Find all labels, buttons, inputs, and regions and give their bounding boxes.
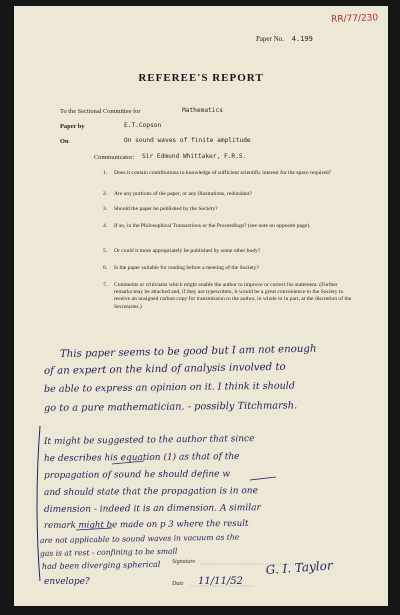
- committee-value: Mathematics: [182, 107, 223, 114]
- handwritten-line: dimension - indeed it is an dimension. A similar: [43, 503, 261, 515]
- signature-label: Signature: [172, 559, 196, 565]
- question-2: 2. Are any portions of the paper, or any illustrations, redundant?: [103, 191, 252, 197]
- question-3: 3. Should the paper be published by the Society?: [103, 206, 218, 212]
- date-label: Date: [172, 581, 184, 587]
- signed-date: 11/11/52: [198, 576, 243, 587]
- paper-by-label: Paper by: [60, 123, 85, 130]
- handwritten-line: be able to express an opinion on it. I think it should: [43, 380, 296, 395]
- handwritten-line: This paper seems to be good but I am not enough: [59, 343, 317, 360]
- handwritten-line: gas is at rest - confining to be small: [39, 546, 178, 558]
- committee-label: To the Sectional Committee for: [60, 108, 141, 115]
- paper-number-value: 4.199: [291, 35, 313, 43]
- question-5: 5. Or could it more appropriately be published by some other body?: [103, 248, 261, 254]
- handwritten-line: had been diverging spherical: [41, 559, 161, 571]
- handwritten-line: It might be suggested to the author that since: [43, 434, 255, 447]
- signature: G. I. Taylor: [265, 558, 334, 577]
- communicator-label: Communicator:: [94, 154, 135, 161]
- handwritten-line: he describes his equation (1) as that of the: [43, 451, 240, 464]
- handwritten-line: of an expert on the kind of analysis involved to: [43, 361, 286, 377]
- archive-reference-stamp: RR/77/230: [330, 13, 379, 25]
- communicator-value: Sir Edmund Whittaker, F.R.S.: [142, 153, 247, 160]
- question-4: 4. If so, in the Philosophical Transactions or the Proceedings? (see note on opposite page).: [103, 223, 311, 229]
- question-1: 1. Does it contain contributions to knowledge of sufficient scientific interest for the space required?: [103, 170, 332, 176]
- handwritten-line: remark might be made on p 3 where the result: [43, 518, 249, 531]
- question-6: 6. Is the paper suitable for reading before a meeting of the Society?: [103, 265, 259, 271]
- paper-by-value: E.T.Copson: [124, 122, 162, 129]
- question-7: 7. Comments or criticisms which might enable the author to improve or correct his statement. (Further remarks may be attached and, if they are typewritten, it would be a great convenience to the Society to receive an unsigned carbon copy for transmission to the author, in whole or in part, at the discretion of the Secretaries.): [103, 282, 352, 310]
- handwritten-line: propagation of sound he should define w: [43, 469, 231, 481]
- handwritten-line: envelope?: [44, 577, 90, 587]
- handwritten-line: go to a pure mathematician. - possibly Titchmarsh.: [43, 400, 298, 414]
- on-label: On: [60, 138, 69, 145]
- handwritten-line: and should state that the propagation is in one: [43, 486, 258, 498]
- on-value: On sound waves of finite amplitude: [124, 137, 251, 144]
- referee-report-page: [14, 6, 388, 606]
- page-title: REFEREE'S REPORT: [138, 72, 264, 84]
- strike-through: [250, 477, 276, 480]
- handwritten-report: [14, 6, 388, 606]
- handwritten-line: are not applicable to sound waves in vacuum as the: [39, 532, 240, 545]
- paper-number-label: Paper No.: [256, 35, 284, 43]
